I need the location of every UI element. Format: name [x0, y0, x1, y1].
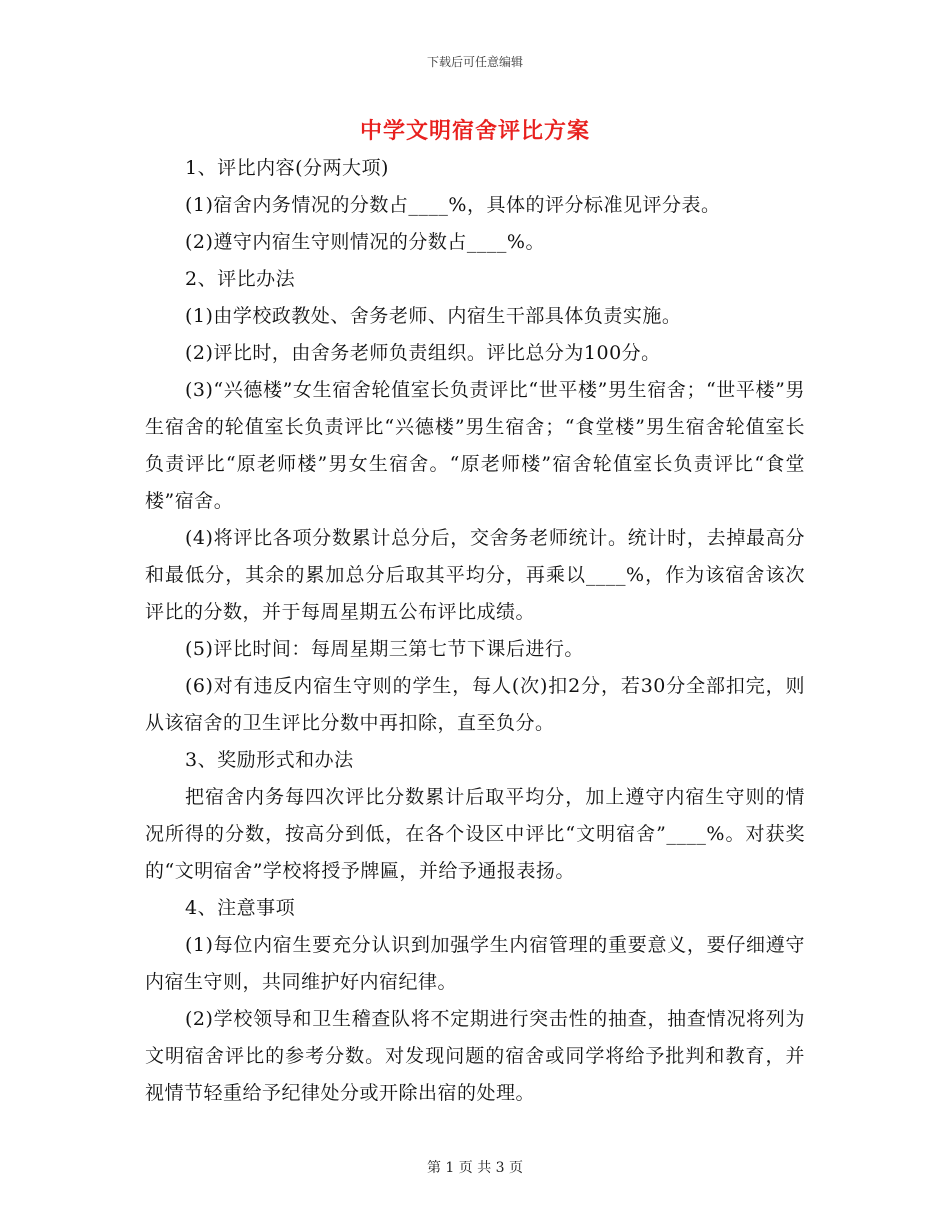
section-heading-2: 2、评比办法	[185, 268, 296, 290]
paragraph: (1)宿舍内务情况的分数占____%，具体的评分标准见评分表。	[185, 194, 721, 216]
paragraph: (1)由学校政教处、舍务老师、内宿生干部具体负责实施。	[185, 305, 682, 327]
paragraph: (6)对有违反内宿生守则的学生，每人(次)扣2分，若30分全部扣完，则从该宿舍的卫生评比分数中再扣除，直至负分。	[145, 675, 805, 734]
paragraph: (1)每位内宿生要充分认识到加强学生内宿管理的重要意义，要仔细遵守内宿生守则，共同维护好内宿纪律。	[145, 934, 805, 993]
section-heading-1: 1、评比内容(分两大项)	[185, 157, 389, 179]
paragraph: (3)“兴德楼”女生宿舍轮值室长负责评比“世平楼”男生宿舍；“世平楼”男生宿舍的轮值室长负责评比“兴德楼”男生宿舍；“食堂楼”男生宿舍轮值室长负责评比“原老师楼”男女生宿舍。“原老师楼”宿舍轮值室长负责评比“食堂楼”宿舍。	[145, 379, 805, 512]
paragraph: (2)学校领导和卫生稽查队将不定期进行突击性的抽查，抽查情况将列为文明宿舍评比的参考分数。对发现问题的宿舍或同学将给予批判和教育，并视情节轻重给予纪律处分或开除出宿的处理。	[145, 1008, 805, 1104]
paragraph: (5)评比时间：每周星期三第七节下课后进行。	[185, 638, 584, 660]
page-number: 第 1 页 共 3 页	[426, 1160, 524, 1176]
paragraph: (2)评比时，由舍务老师负责组织。评比总分为100分。	[185, 342, 661, 364]
paragraph: 把宿舍内务每四次评比分数累计后取平均分，加上遵守内宿生守则的情况所得的分数，按高分到低，在各个设区中评比“文明宿舍”____%。对获奖的“文明宿舍”学校将授予牌匾，并给予通报表扬。	[145, 786, 805, 882]
paragraph: (2)遵守内宿生守则情况的分数占____%。	[185, 231, 545, 253]
section-heading-3: 3、奖励形式和办法	[185, 749, 354, 771]
paragraph: (4)将评比各项分数累计总分后，交舍务老师统计。统计时，去掉最高分和最低分，其余的累加总分后取其平均分，再乘以____%，作为该宿舍该次评比的分数，并于每周星期五公布评比成绩。	[145, 527, 805, 623]
document-title: 中学文明宿舍评比方案	[359, 118, 590, 144]
document-body	[145, 150, 805, 1112]
section-heading-4: 4、注意事项	[185, 897, 296, 919]
header-note: 下载后可任意编辑	[426, 55, 523, 69]
